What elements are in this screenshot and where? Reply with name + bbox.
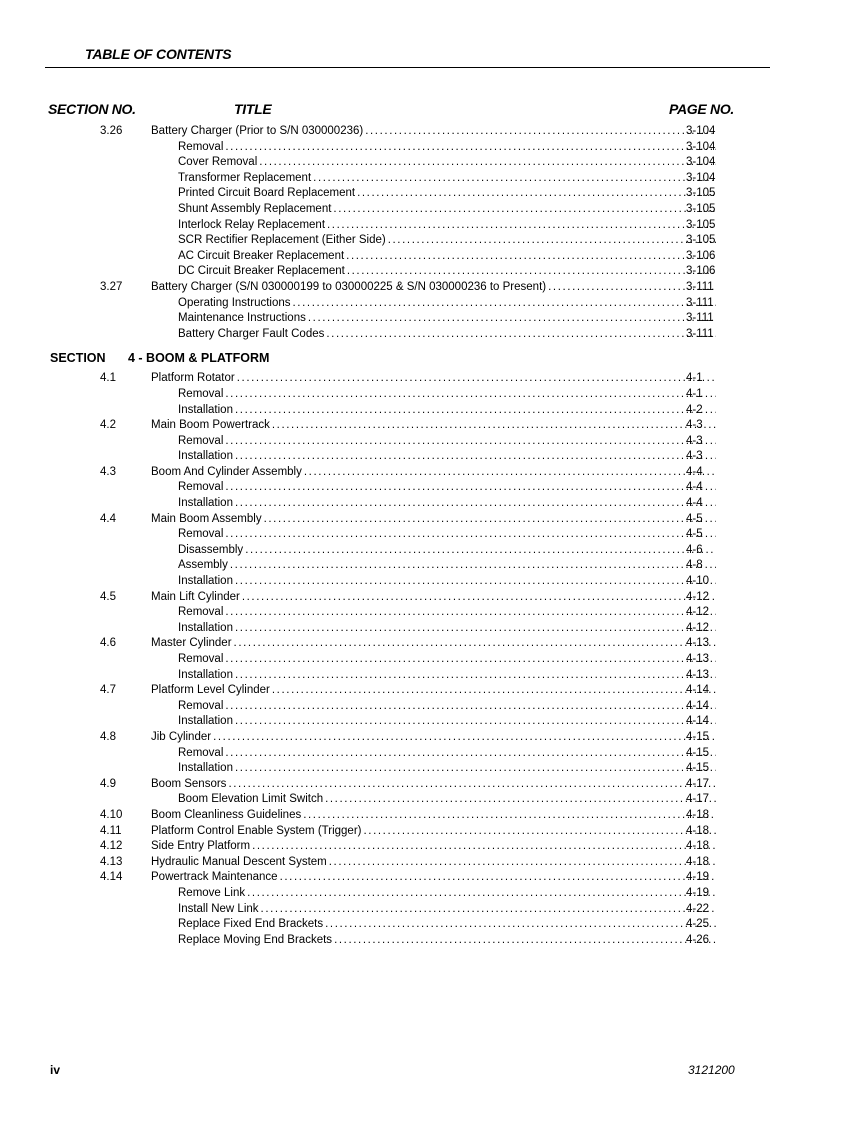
toc-entry-title: Replace Fixed End Brackets [178,918,324,931]
toc-entry-title-wrap [178,140,716,156]
toc-entry-number: 4.14 [100,871,123,884]
dot-leader [235,668,716,684]
toc-entry-page: 4-13 [686,637,710,650]
dot-leader [280,870,716,886]
toc-entry-title: Removal [178,434,224,447]
toc-entry-page: 3-106 [686,265,716,278]
toc-entry-page: 4-17 [686,777,710,790]
toc-entry-title-wrap [178,387,716,403]
dot-leader [237,371,716,387]
toc-entry-number: 4.4 [100,512,116,525]
toc-entry-title: Removal [178,699,224,712]
toc-entry-title: Boom And Cylinder Assembly [151,465,302,478]
toc-entry-title: AC Circuit Breaker Replacement [178,249,345,262]
toc-entry-number: 4.8 [100,730,116,743]
toc-entry-title-wrap [151,636,716,652]
toc-entry-title-wrap [178,155,716,171]
toc-entry-title: Removal [178,653,224,665]
toc-entry-title: Remove Link [178,886,246,899]
toc-entry-page: 3-105 [686,234,716,247]
toc-entry-title: Hydraulic Manual Descent System [151,855,327,868]
toc-entry-title-wrap [178,621,716,637]
toc-entry-title: Installation [178,403,233,416]
toc-entry[interactable] [0,543,866,559]
toc-entry-page: 4-3 [686,434,703,447]
toc-entry-title: Maintenance Instructions [178,312,306,325]
toc-entry-number: 4.11 [100,824,122,837]
toc-entry-number: 4.7 [100,684,116,697]
dot-leader [363,824,716,840]
toc-entry-page: 4-14 [686,684,710,697]
toc-entry[interactable] [0,202,866,218]
toc-entry-title-wrap [151,730,716,746]
toc-entry-title-wrap [178,886,716,902]
toc-entry[interactable] [0,171,866,187]
dot-leader [261,902,716,918]
toc-entry[interactable] [0,761,866,777]
dot-leader [228,777,716,793]
toc-entry-page: 3-111 [686,280,714,293]
toc-entry[interactable] [0,590,866,606]
toc-entry[interactable] [0,824,866,840]
toc-entry-title: Platform Rotator [151,372,235,385]
toc-entry[interactable] [0,371,866,387]
dot-leader [234,636,716,652]
header-rule [45,67,770,68]
toc-entry-title-wrap [151,465,716,481]
toc-entry-number: 4.13 [100,855,123,868]
toc-entry-title: DC Circuit Breaker Replacement [178,265,345,278]
dot-leader [272,683,716,699]
toc-entry[interactable] [0,124,866,140]
toc-entry-title: Main Boom Assembly [151,512,262,525]
toc-entry-title: Disassembly [178,543,244,556]
dot-leader [293,296,716,312]
toc-entry-title-wrap [151,839,716,855]
toc-entry-title: Install New Link [178,902,259,915]
dot-leader [303,808,716,824]
toc-entry-title: Powertrack Maintenance [151,871,278,884]
dot-leader [225,387,716,403]
toc-entry-title: Installation [178,450,233,463]
toc-entry-title: Removal [178,746,224,759]
toc-entry-page: 4-14 [686,699,710,712]
dot-leader [325,917,716,933]
toc-entry-page: 4-18 [686,808,710,821]
toc-entry-title-wrap [178,264,716,280]
toc-entry-title-wrap [151,870,716,886]
toc-entry-title: Platform Level Cylinder [151,684,270,697]
section-title: 4 - BOOM & PLATFORM [128,351,270,366]
toc-entry[interactable] [0,558,866,574]
dot-leader [235,449,716,465]
toc-entry[interactable] [0,296,866,312]
dot-leader [272,418,716,434]
toc-entry-title: Removal [178,528,224,541]
toc-entry-title: Installation [178,762,233,775]
toc-entry-title: Removal [178,140,224,153]
toc-entry-page: 4-5 [686,512,703,525]
toc-entry-title: Installation [178,715,233,728]
toc-entry[interactable] [0,668,866,684]
toc-entry-page: 3-111 [686,312,714,325]
toc-entry[interactable] [0,434,866,450]
toc-entry[interactable] [0,699,866,715]
toc-entry-title: Installation [178,668,233,681]
toc-entry[interactable] [0,496,866,512]
dot-leader [225,699,716,715]
toc-entry-title: Main Boom Powertrack [151,419,270,432]
toc-entry-page: 4-1 [686,372,703,385]
toc-entry-title: Interlock Relay Replacement [178,218,326,231]
toc-group-section-4 [0,371,866,948]
toc-entry[interactable] [0,512,866,528]
toc-entry-page: 4-4 [686,465,703,478]
toc-entry-page: 3-111 [686,296,714,309]
toc-entry-title: SCR Rectifier Replacement (Either Side) [178,234,386,247]
toc-entry-page: 4-6 [686,543,703,556]
toc-entry-title-wrap [178,761,716,777]
toc-entry-title: Main Lift Cylinder [151,590,240,603]
dot-leader [225,652,716,668]
toc-entry[interactable] [0,155,866,171]
toc-entry-page: 4-3 [686,450,703,463]
toc-entry-page: 4-19 [686,886,710,899]
toc-entry-title-wrap [178,558,716,574]
toc-entry-number: 4.9 [100,777,116,790]
toc-entry-page: 4-12 [686,621,710,634]
toc-entry[interactable] [0,746,866,762]
dot-leader [329,855,716,871]
toc-entry-title-wrap [178,652,716,668]
toc-entry[interactable] [0,465,866,481]
toc-entry[interactable] [0,792,866,808]
dot-leader [235,574,716,590]
toc-entry-page: 3-111 [686,327,714,340]
toc-entry[interactable] [0,480,866,496]
dot-leader [264,512,716,528]
dot-leader [308,311,716,327]
dot-leader [333,202,716,218]
toc-list [0,124,866,948]
toc-entry[interactable] [0,403,866,419]
toc-entry-page: 4-3 [686,419,703,432]
dot-leader [235,403,716,419]
dot-leader [242,590,716,606]
toc-entry-page: 4-22 [686,902,710,915]
toc-entry[interactable] [0,902,866,918]
toc-entry-number: 4.3 [100,465,116,478]
toc-entry-title: Removal [178,387,224,400]
toc-entry-page: 4-26 [686,933,710,946]
toc-entry-number: 4.5 [100,590,116,603]
toc-entry-number: 4.2 [100,419,116,432]
toc-entry-page: 4-4 [686,481,703,494]
toc-entry-page: 4-4 [686,497,703,510]
toc-entry[interactable] [0,777,866,793]
toc-entry-title-wrap [151,777,716,793]
toc-entry-page: 4-18 [686,824,710,837]
dot-leader [225,746,716,762]
toc-entry-page: 3-105 [686,187,716,200]
toc-entry[interactable] [0,839,866,855]
toc-entry-title: Battery Charger (Prior to S/N 030000236) [151,125,364,137]
dot-leader [225,140,716,156]
toc-entry[interactable] [0,917,866,933]
toc-entry-title: Battery Charger (S/N 030000199 to 030000225 & S/N 030000236 to Present) [151,280,547,293]
toc-entry[interactable] [0,730,866,746]
column-header-title: TITLE [234,101,272,117]
toc-entry-title-wrap [178,714,716,730]
toc-entry-page: 4-2 [686,403,703,416]
toc-entry-title-wrap [178,186,716,202]
dot-leader [230,558,716,574]
page-header-title: TABLE OF CONTENTS [85,46,232,62]
toc-entry-title-wrap [178,933,716,949]
dot-leader [235,496,716,512]
toc-entry[interactable] [0,933,866,949]
toc-entry-page: 4-17 [686,793,710,806]
toc-entry-page: 3-105 [686,202,716,215]
dot-leader [235,714,716,730]
toc-entry[interactable] [0,249,866,265]
toc-entry[interactable] [0,870,866,886]
toc-entry[interactable] [0,605,866,621]
dot-leader [247,886,716,902]
toc-entry-page: 4-12 [686,590,710,603]
toc-entry-title-wrap [151,512,716,528]
toc-entry-page: 4-15 [686,746,710,759]
toc-entry-title: Platform Control Enable System (Trigger) [151,824,362,837]
toc-entry-title-wrap [178,233,716,249]
toc-entry-title: Side Entry Platform [151,840,251,853]
toc-entry-page: 4-8 [686,559,703,572]
column-header-page: PAGE NO. [669,101,735,117]
toc-entry-title: Operating Instructions [178,296,291,309]
toc-entry-page: 4-18 [686,840,710,853]
toc-entry-title-wrap [178,792,716,808]
toc-entry-title-wrap [178,434,716,450]
toc-entry-page: 4-15 [686,762,710,775]
toc-entry-title-wrap [178,311,716,327]
toc-entry-number: 3.26 [100,125,123,137]
toc-entry-title-wrap [151,371,716,387]
toc-entry[interactable] [0,652,866,668]
toc-entry-page: 3-104 [686,140,716,153]
dot-leader [388,233,716,249]
toc-entry[interactable] [0,311,866,327]
toc-entry-title-wrap [178,574,716,590]
dot-leader [235,621,716,637]
toc-entry-title-wrap [178,699,716,715]
toc-entry-title: Replace Moving End Brackets [178,933,333,946]
dot-leader [365,124,716,140]
column-header-section: SECTION NO. [48,101,136,117]
toc-entry[interactable] [0,186,866,202]
toc-entry[interactable] [0,387,866,403]
toc-entry[interactable] [0,714,866,730]
toc-entry-page: 4-13 [686,668,710,681]
toc-entry-title: Transformer Replacement [178,171,312,184]
dot-leader [259,155,716,171]
toc-entry[interactable] [0,808,866,824]
toc-entry-number: 4.12 [100,840,123,853]
toc-entry-title-wrap [178,605,716,621]
toc-entry-title-wrap [178,527,716,543]
toc-entry[interactable] [0,280,866,296]
toc-entry-title: Installation [178,575,233,588]
toc-entry-title-wrap [178,917,716,933]
dot-leader [327,218,716,234]
toc-entry[interactable] [0,574,866,590]
toc-entry-title-wrap [178,327,716,343]
toc-entry-title: Jib Cylinder [151,730,212,743]
toc-entry-page: 4-18 [686,855,710,868]
toc-entry[interactable] [0,418,866,434]
toc-entry-title: Installation [178,497,233,510]
toc-entry[interactable] [0,527,866,543]
dot-leader [357,186,716,202]
toc-entry-title: Boom Elevation Limit Switch [178,793,324,806]
section-label: SECTION [50,351,106,366]
toc-entry-title-wrap [178,668,716,684]
toc-entry[interactable] [0,855,866,871]
toc-entry-title-wrap [151,280,716,296]
toc-entry[interactable] [0,449,866,465]
toc-entry-page: 3-104 [686,171,716,184]
dot-leader [225,434,716,450]
dot-leader [235,761,716,777]
dot-leader [313,171,716,187]
dot-leader [346,249,716,265]
toc-entry-page: 4-5 [686,528,703,541]
toc-entry-page: 3-104 [686,125,716,137]
toc-entry-page: 4-25 [686,918,710,931]
dot-leader [347,264,716,280]
toc-entry[interactable] [0,140,866,156]
toc-entry[interactable] [0,233,866,249]
toc-entry-number: 4.6 [100,637,116,650]
toc-entry-page: 4-12 [686,606,710,619]
toc-entry-title-wrap [151,418,716,434]
toc-entry-title-wrap [178,449,716,465]
dot-leader [334,933,716,949]
dot-leader [304,465,716,481]
toc-entry-title: Printed Circuit Board Replacement [178,187,356,200]
toc-entry-page: 4-1 [686,387,703,400]
toc-entry-number: 3.27 [100,280,123,293]
toc-entry-number: 4.10 [100,808,123,821]
toc-entry-title-wrap [178,296,716,312]
dot-leader [245,543,716,559]
toc-entry-number: 4.1 [100,372,116,385]
toc-entry-page: 3-104 [686,156,716,169]
toc-entry-page: 4-14 [686,715,710,728]
dot-leader [325,792,716,808]
toc-entry-title-wrap [178,746,716,762]
toc-entry-page: 4-10 [686,575,710,588]
toc-entry-title-wrap [151,808,716,824]
toc-entry-page: 4-13 [686,653,710,665]
toc-entry-title-wrap [178,480,716,496]
dot-leader [213,730,716,746]
toc-entry[interactable] [0,636,866,652]
toc-entry-title-wrap [178,218,716,234]
toc-entry[interactable] [0,683,866,699]
toc-entry-title-wrap [178,171,716,187]
toc-entry-title: Removal [178,606,224,619]
toc-entry-title-wrap [151,855,716,871]
toc-entry[interactable] [0,886,866,902]
toc-entry[interactable] [0,218,866,234]
toc-entry-title-wrap [178,249,716,265]
footer-doc-number: 3121200 [688,1063,735,1077]
toc-entry[interactable] [0,621,866,637]
toc-entry-page: 3-105 [686,218,716,231]
toc-entry-title-wrap [151,590,716,606]
toc-entry[interactable] [0,327,866,343]
toc-entry-title-wrap [178,403,716,419]
toc-entry-page: 4-15 [686,730,710,743]
toc-entry-title-wrap [151,683,716,699]
toc-entry-title-wrap [178,902,716,918]
toc-entry-title: Battery Charger Fault Codes [178,327,325,340]
section-heading [0,346,866,370]
toc-entry-title-wrap [178,496,716,512]
dot-leader [326,327,716,343]
dot-leader [225,480,716,496]
toc-entry-title: Boom Cleanliness Guidelines [151,808,302,821]
toc-entry-page: 3-106 [686,249,716,262]
dot-leader [252,839,716,855]
footer-page-number: iv [50,1063,61,1077]
toc-entry-title-wrap [178,543,716,559]
dot-leader [225,605,716,621]
toc-entry-title: Assembly [178,559,228,572]
toc-entry-title-wrap [151,124,716,140]
toc-entry-page: 4-19 [686,871,710,884]
toc-entry-title-wrap [178,202,716,218]
toc-entry-title: Removal [178,481,224,494]
toc-entry-title: Installation [178,621,233,634]
toc-entry-title: Shunt Assembly Replacement [178,202,332,215]
toc-entry-title: Boom Sensors [151,777,227,790]
toc-group-section-3 [0,124,866,342]
dot-leader [225,527,716,543]
toc-entry-title: Cover Removal [178,156,258,169]
toc-entry-title-wrap [151,824,716,840]
toc-entry-title: Master Cylinder [151,637,232,650]
toc-entry[interactable] [0,264,866,280]
